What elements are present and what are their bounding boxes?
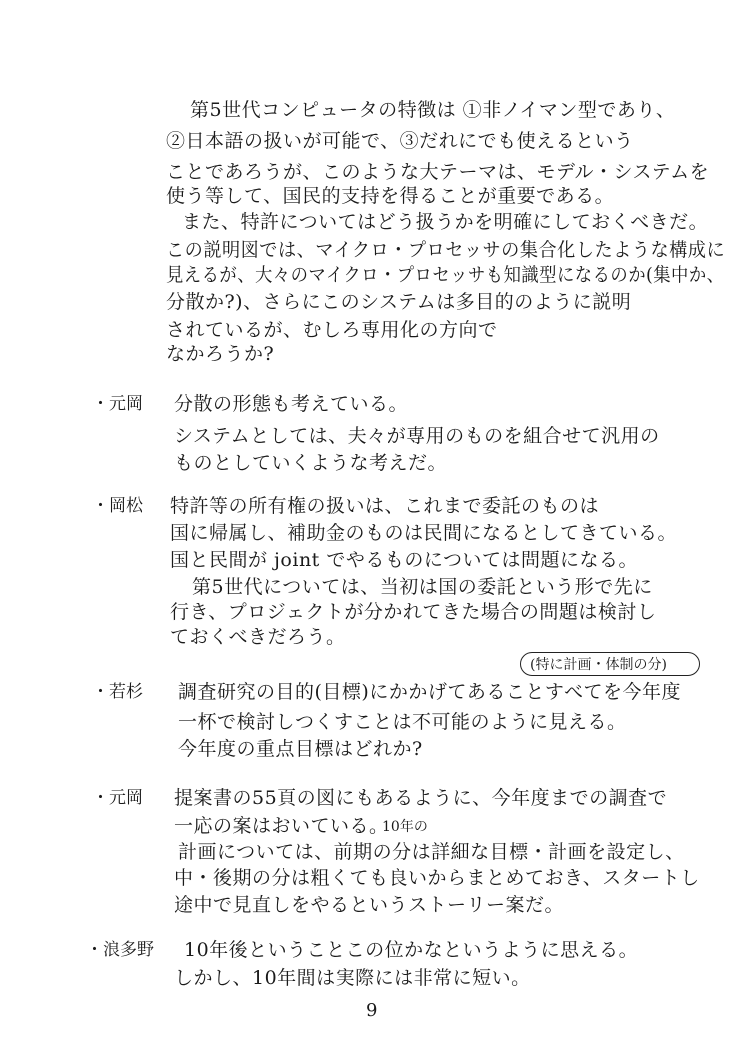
entry-line: 途中で見直しをやるというストーリー案だ。 [174,894,565,916]
intro-line-8: 分散か?)、さらにこのシステムは多目的のように説明 [166,291,632,313]
speaker-label: ・元岡 [92,394,143,414]
intro-line-5: また、特許についてはどう扱うかを明確にしておくべきだ。 [182,211,709,233]
intro-line-1: 第5世代コンピュータの特徴は ①非ノイマン型であり、 [190,99,676,121]
entry-line: 計画については、前期の分は詳細な目標・計画を設定し、 [178,841,685,863]
page-number: 9 [366,1000,378,1021]
speaker-label: ・浪多野 [86,940,154,960]
entry-line: 第5世代については、当初は国の委託という形で先に [192,576,653,598]
entry-line: ものとしていくような考えだ。 [174,452,448,474]
entry-line: 行き、プロジェクトが分かれてきた場合の問題は検討し [170,601,657,623]
entry-line: 提案書の55頁の図にもあるように、今年度までの調査で [174,787,668,809]
speaker-label: ・若杉 [92,682,143,702]
entry-line: 国に帰属し、補助金のものは民間になるとしてきている。 [170,522,678,544]
entry-line: 一応の案はおいている。 [174,815,389,837]
intro-line-10: なかろうか? [166,343,275,365]
speaker-label: ・岡松 [92,496,143,516]
intro-line-9: されているが、むしろ専用化の方向で [166,319,498,341]
entry-line: 特許等の所有権の扱いは、これまで委託のものは [170,495,600,517]
entry-line: ておくべきだろう。 [170,626,346,648]
entry-line: 今年度の重点目標はどれか? [178,738,423,760]
entry-line: 分散の形態も考えている。 [174,393,409,415]
intro-line-6: この説明図では、マイクロ・プロセッサの集合化したような構成に [166,239,726,261]
entry-line: 調査研究の目的(目標)にかかげてあることすべてを今年度 [178,681,681,703]
intro-line-3: ことであろうが、このような大テーマは、モデル・システムを [166,161,710,183]
entry-line: 一杯で検討しつくすことは不可能のように見える。 [178,711,627,733]
margin-note: 10年の [382,819,428,835]
intro-line-2: ②日本語の扱いが可能で、③だれにでも使えるという [166,130,634,152]
entry-line: しかし、10年間は実際には非常に短い。 [174,967,531,989]
intro-line-7: 見えるが、大々のマイクロ・プロセッサも知識型になるのか(集中か、 [166,264,725,286]
entry-line: 10年後ということこの位かなというように思える。 [184,939,639,961]
intro-line-4: 使う等して、国民的支持を得ることが重要である。 [166,185,615,207]
entry-line: 中・後期の分は粗くても良いからまとめておき、スタートし [174,867,700,889]
entry-line: システムとしては、夫々が専用のものを組合せて汎用の [174,425,660,447]
margin-note: (特に計画・体制の分) [530,657,667,673]
entry-line: 国と民間が joint でやるものについては問題になる。 [170,549,638,571]
speaker-label: ・元岡 [92,788,143,808]
